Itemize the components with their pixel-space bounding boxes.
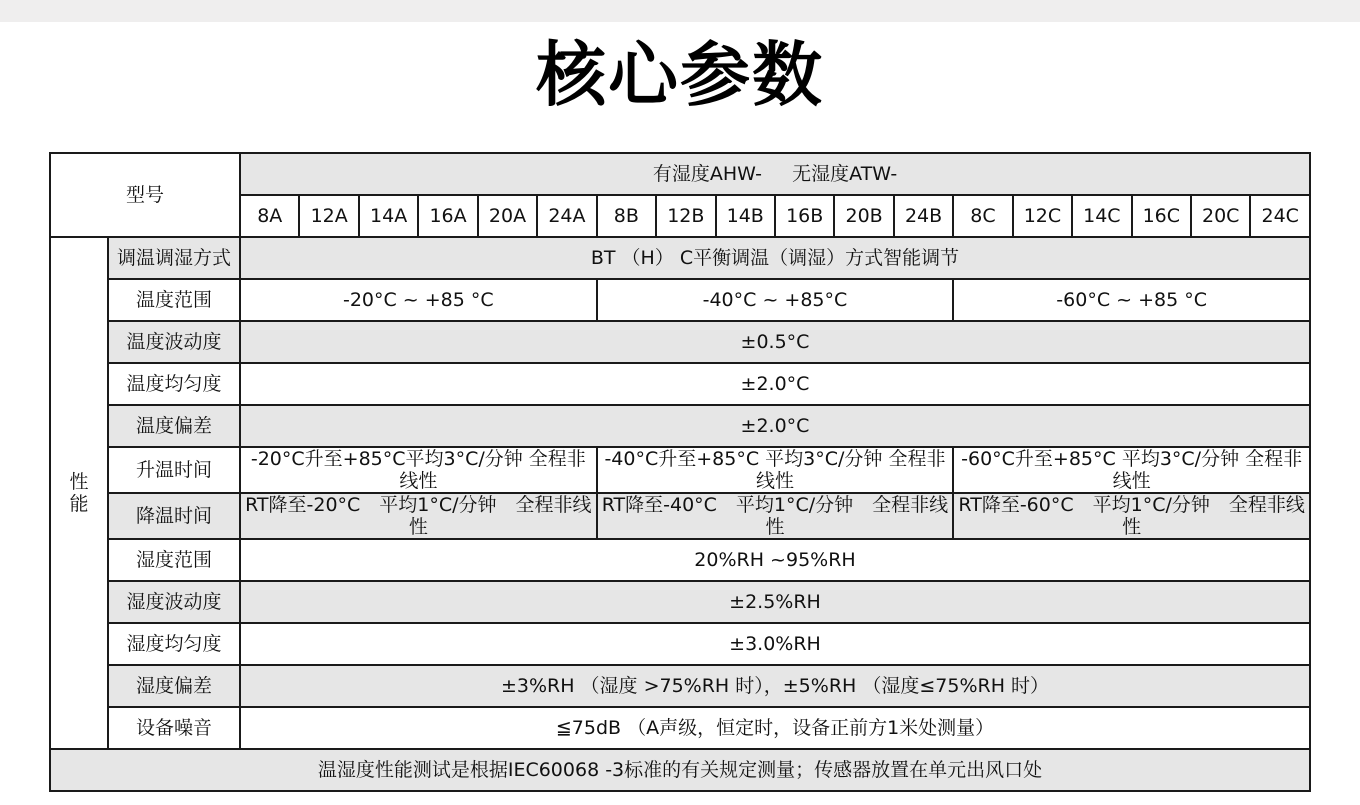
row-label: 温度偏差: [108, 405, 240, 447]
footnote-row: [50, 749, 1310, 791]
row-value-b: -40°C升至+85°C 平均3°C/分钟 全程非线性: [597, 447, 954, 493]
row-label: 温度波动度: [108, 321, 240, 363]
footnote: 温湿度性能测试是根据IEC60068 -3标准的有关规定测量；传感器放置在单元出风口处: [50, 749, 1310, 791]
row-label: 调温调湿方式: [108, 237, 240, 279]
row-label: 降温时间: [108, 493, 240, 539]
row-label: 设备噪音: [108, 707, 240, 749]
model-cell: 8C: [953, 195, 1012, 237]
model-cell: 14B: [716, 195, 775, 237]
model-cell: 12A: [299, 195, 358, 237]
model-cell: 8A: [240, 195, 299, 237]
row-temp-range: [50, 279, 1310, 321]
row-control: [50, 237, 1310, 279]
row-label: 湿度波动度: [108, 581, 240, 623]
row-value: ±2.0°C: [240, 363, 1310, 405]
model-cell: 12B: [656, 195, 715, 237]
model-cell: 16A: [418, 195, 477, 237]
row-value: ±3.0%RH: [240, 623, 1310, 665]
section-label-performance: 性 能: [50, 237, 108, 749]
row-value: BT （H） C平衡调温（调湿）方式智能调节: [240, 237, 1310, 279]
model-series: 有湿度AHW- 无湿度ATW-: [240, 153, 1310, 195]
model-cell: 24C: [1250, 195, 1310, 237]
row-label: 温度范围: [108, 279, 240, 321]
row-value-c: RT降至-60°C 平均1°C/分钟 全程非线性: [953, 493, 1310, 539]
top-bar: [0, 0, 1360, 22]
model-cell: 14C: [1072, 195, 1131, 237]
row-label: 升温时间: [108, 447, 240, 493]
row-value-b: RT降至-40°C 平均1°C/分钟 全程非线性: [597, 493, 954, 539]
row-temp-dev: [50, 405, 1310, 447]
row-value: ±0.5°C: [240, 321, 1310, 363]
model-cell: 12C: [1013, 195, 1072, 237]
row-value: ±2.5%RH: [240, 581, 1310, 623]
page-title: 核心参数: [536, 34, 824, 116]
row-value: ≦75dB （A声级，恒定时，设备正前方1米处测量）: [240, 707, 1310, 749]
model-cell: 14A: [359, 195, 418, 237]
row-value: ±3%RH （湿度 >75%RH 时），±5%RH （湿度≤75%RH 时）: [240, 665, 1310, 707]
row-label: 湿度范围: [108, 539, 240, 581]
row-value-a: RT降至-20°C 平均1°C/分钟 全程非线性: [240, 493, 597, 539]
model-header-row: [50, 153, 1310, 195]
model-label: 型号: [50, 153, 240, 237]
model-cell: 20C: [1191, 195, 1250, 237]
row-value-b: -40°C ~ +85°C: [597, 279, 954, 321]
row-label: 湿度偏差: [108, 665, 240, 707]
row-value-a: -20°C升至+85°C平均3°C/分钟 全程非线性: [240, 447, 597, 493]
row-hum-dev: [50, 665, 1310, 707]
row-label: 湿度均匀度: [108, 623, 240, 665]
model-cell: 8B: [597, 195, 656, 237]
row-temp-fluct: [50, 321, 1310, 363]
row-value: ±2.0°C: [240, 405, 1310, 447]
model-cell: 24B: [894, 195, 953, 237]
row-cool-time: [50, 493, 1310, 539]
row-heat-time: [50, 447, 1310, 493]
model-cell: 24A: [537, 195, 596, 237]
model-cell: 20B: [834, 195, 893, 237]
spec-table: [49, 152, 1311, 792]
row-label: 温度均匀度: [108, 363, 240, 405]
row-value-c: -60°C ~ +85 °C: [953, 279, 1310, 321]
row-value-a: -20°C ~ +85 °C: [240, 279, 597, 321]
row-value-c: -60°C升至+85°C 平均3°C/分钟 全程非线性: [953, 447, 1310, 493]
row-temp-uniform: [50, 363, 1310, 405]
row-hum-range: [50, 539, 1310, 581]
model-cell: 16B: [775, 195, 834, 237]
row-hum-fluct: [50, 581, 1310, 623]
row-value: 20%RH ~95%RH: [240, 539, 1310, 581]
model-cell: 16C: [1132, 195, 1191, 237]
row-noise: [50, 707, 1310, 749]
model-cell: 20A: [478, 195, 537, 237]
row-hum-uniform: [50, 623, 1310, 665]
